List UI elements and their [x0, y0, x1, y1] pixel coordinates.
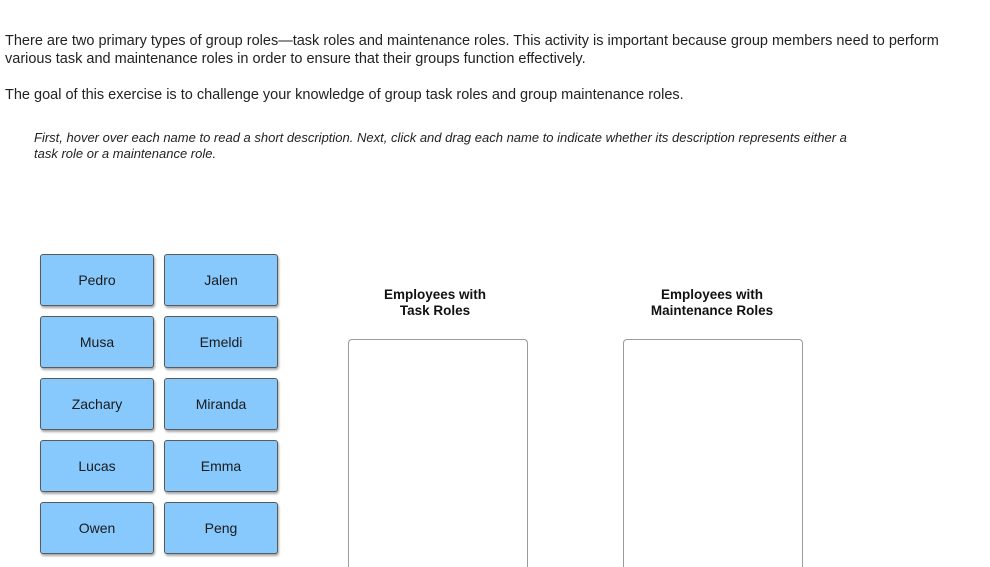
name-card-peng[interactable]: Peng	[164, 502, 278, 554]
name-card-musa[interactable]: Musa	[40, 316, 154, 368]
name-card-jalen[interactable]: Jalen	[164, 254, 278, 306]
name-card-pedro[interactable]: Pedro	[40, 254, 154, 306]
intro-paragraph: There are two primary types of group roles—task roles and maintenance roles. This activity is important because group members need to perform various task and maintenance roles in order to ensure that their groups function effectively.	[5, 33, 939, 67]
task-zone-title	[335, 287, 535, 319]
task-zone-title-line1: Employees with	[383, 287, 487, 302]
maintenance-roles-drop-zone[interactable]	[623, 339, 803, 567]
maintenance-zone-title-line2: Maintenance Roles	[650, 303, 774, 318]
name-card-owen[interactable]: Owen	[40, 502, 154, 554]
name-card-lucas[interactable]: Lucas	[40, 440, 154, 492]
name-card-miranda[interactable]: Miranda	[164, 378, 278, 430]
maintenance-zone-title	[612, 287, 812, 319]
goal-paragraph: The goal of this exercise is to challenge your knowledge of group task roles and group maintenance roles.	[5, 87, 684, 103]
task-zone-title-line2: Task Roles	[399, 303, 471, 318]
maintenance-zone-title-line1: Employees with	[660, 287, 764, 302]
name-card-zachary[interactable]: Zachary	[40, 378, 154, 430]
name-card-emma[interactable]: Emma	[164, 440, 278, 492]
name-card-emeldi[interactable]: Emeldi	[164, 316, 278, 368]
instructions-text: First, hover over each name to read a short description. Next, click and drag each name to indicate whether its description represents either a task role or a maintenance role.	[34, 130, 847, 161]
task-roles-drop-zone[interactable]	[348, 339, 528, 567]
